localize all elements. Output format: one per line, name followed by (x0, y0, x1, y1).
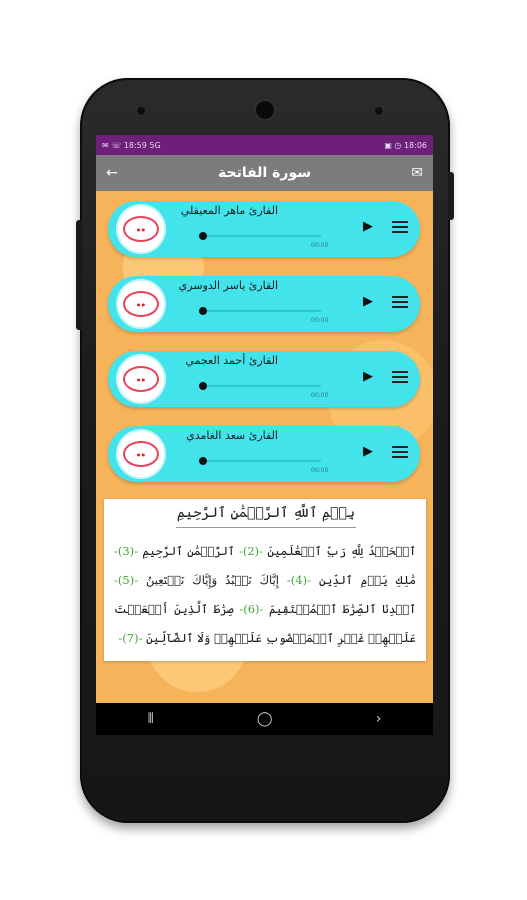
logo-icon: ● ● (123, 441, 159, 467)
seek-time: 00:00 (311, 317, 329, 324)
seek-time: 00:00 (311, 467, 329, 474)
verse-number: -(6)- (239, 602, 264, 616)
reciter-card[interactable] (108, 426, 420, 482)
verse-number: -(2)- (238, 544, 264, 558)
play-icon[interactable]: ▶ (363, 369, 373, 384)
seek-bar[interactable] (207, 310, 321, 312)
verse-text: ٱلۡحَمۡدُ لِلَّهِ رَبِّ ٱلۡعَٰلَمِينَ (267, 544, 416, 558)
verse-text: إِيَّاكَ نَعۡبُدُ وَإِيَّاكَ نَسۡتَعِينُ (146, 573, 279, 587)
seek-bar[interactable] (207, 460, 321, 462)
play-icon[interactable]: ▶ (363, 219, 373, 234)
screen (96, 135, 433, 703)
basmala: بِسۡمِ ٱللَّهِ ٱلرَّحۡمَٰنِ ٱلرَّحِيمِ (176, 505, 356, 528)
menu-icon[interactable] (392, 371, 408, 386)
verse-text: صِرَٰطَ ٱلَّذِينَ أَنۡعَمۡتَ عَلَيۡهِمۡ غَيۡرِ ٱلۡمَغۡضُوبِ عَلَيۡهِمۡ وَلَا ٱلضَّآلِّينَ (114, 602, 416, 645)
reciter-card[interactable] (108, 351, 420, 407)
logo-icon: ● ● (123, 216, 159, 242)
play-icon[interactable]: ▶ (363, 294, 373, 309)
reciter-avatar (118, 356, 164, 402)
menu-icon[interactable] (392, 296, 408, 311)
verse-number: -(5)- (114, 573, 139, 587)
verses (114, 537, 416, 653)
reciter-card[interactable] (108, 201, 420, 257)
verse-text: ٱهۡدِنَا ٱلصِّرَٰطَ ٱلۡمُسۡتَقِيمَ (269, 602, 417, 616)
reciter-name: القارئ ياسر الدوسري (178, 279, 278, 292)
verse-number: -(3)- (114, 544, 139, 558)
volume-button (76, 220, 82, 330)
verse-number: -(4)- (286, 573, 311, 587)
power-button (448, 172, 454, 220)
back-arrow-icon[interactable]: ← (106, 165, 118, 181)
reciter-avatar (118, 281, 164, 327)
logo-icon: ● ● (123, 291, 159, 317)
reciter-avatar (118, 431, 164, 477)
mail-icon[interactable]: ✉ (411, 165, 423, 181)
menu-icon[interactable] (392, 446, 408, 461)
play-icon[interactable]: ▶ (363, 444, 373, 459)
page-title: سورة الفاتحة (218, 165, 311, 181)
seek-thumb[interactable] (199, 457, 207, 465)
sensor-dot (137, 107, 145, 115)
sensor-dot (375, 107, 383, 115)
verse-text: مَٰلِكِ يَوۡمِ ٱلدِّينِ (318, 573, 417, 587)
reciter-name: القارئ أحمد العجمي (185, 354, 278, 367)
front-camera (256, 101, 274, 119)
menu-icon[interactable] (392, 221, 408, 236)
recents-icon[interactable]: ⦀ (147, 711, 154, 727)
surah-text-panel (104, 499, 426, 661)
seek-thumb[interactable] (199, 307, 207, 315)
content (96, 191, 433, 703)
system-nav-bar (96, 703, 433, 735)
status-left: ✉ ☏ 18:59 5G (102, 140, 161, 150)
home-icon[interactable]: ◯ (256, 711, 273, 727)
seek-thumb[interactable] (199, 382, 207, 390)
status-bar (96, 135, 433, 155)
app-bar (96, 155, 433, 191)
status-right: ▣ ◷ 18:06 (384, 140, 427, 150)
verse-text: ٱلرَّحۡمَٰنِ ٱلرَّحِيمِ (142, 544, 235, 558)
seek-bar[interactable] (207, 235, 321, 237)
seek-time: 00:00 (311, 392, 329, 399)
verse-number: -(7)- (118, 631, 143, 645)
reciter-card[interactable] (108, 276, 420, 332)
seek-bar[interactable] (207, 385, 321, 387)
seek-thumb[interactable] (199, 232, 207, 240)
reciter-name: القارئ ماهر المعيقلي (180, 204, 278, 217)
reciter-name: القارئ سعد الغامدي (186, 429, 278, 442)
reciter-avatar (118, 206, 164, 252)
seek-time: 00:00 (311, 242, 329, 249)
logo-icon: ● ● (123, 366, 159, 392)
back-icon[interactable]: › (375, 711, 382, 727)
